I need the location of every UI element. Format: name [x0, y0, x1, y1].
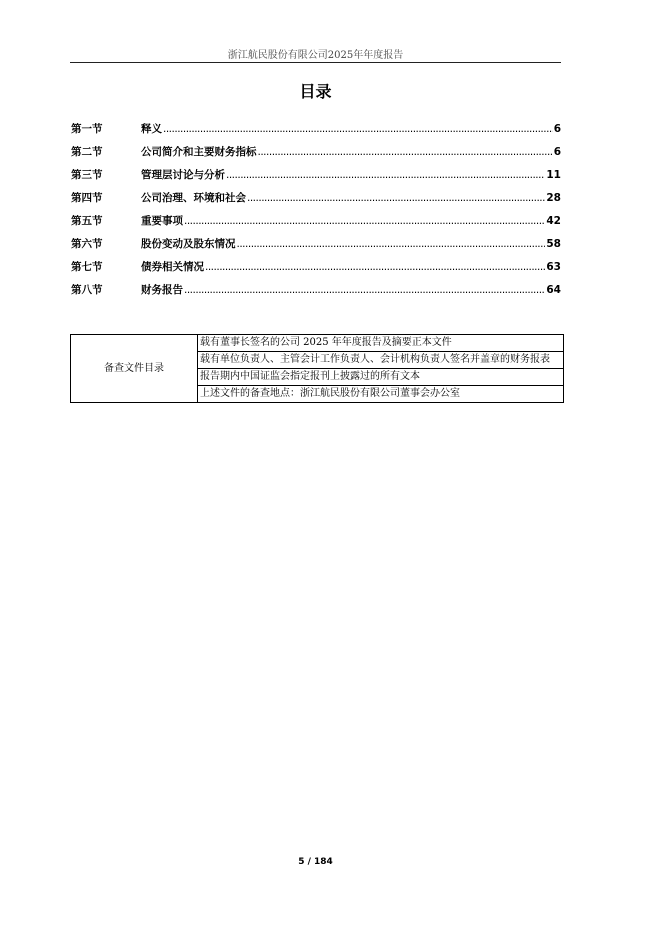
toc-row[interactable] [71, 236, 561, 259]
toc-entry [141, 236, 561, 251]
toc-section-title[interactable]: 重要事项 [141, 215, 183, 227]
page-number: 5 / 184 [298, 857, 333, 867]
toc-section-title[interactable]: 管理层讨论与分析 [141, 169, 225, 181]
toc-leader-dots [226, 169, 545, 181]
toc-section-title[interactable]: 财务报告 [141, 284, 183, 296]
toc-row[interactable] [71, 167, 561, 190]
toc-leader-dots [205, 261, 545, 273]
toc-leader-dots [184, 284, 545, 296]
table-row [71, 335, 564, 352]
toc-page-number[interactable]: 63 [546, 261, 561, 273]
toc-section-number: 第六节 [71, 238, 103, 250]
toc-page-number[interactable]: 64 [546, 284, 561, 296]
toc-section-title[interactable]: 股份变动及股东情况 [141, 238, 236, 250]
toc-section-title[interactable]: 释义 [141, 123, 162, 135]
toc-page-number[interactable]: 58 [546, 238, 561, 250]
toc-row[interactable] [71, 282, 561, 305]
toc-page-number[interactable]: 11 [546, 169, 561, 181]
toc-row[interactable] [71, 121, 561, 144]
toc-section-number: 第二节 [71, 146, 103, 158]
toc-section-title[interactable]: 债券相关情况 [141, 261, 204, 273]
toc-section-number: 第一节 [71, 123, 103, 135]
toc-entry [141, 213, 561, 228]
toc-leader-dots [237, 238, 546, 250]
toc-leader-dots [258, 146, 553, 158]
toc-page-number[interactable]: 6 [553, 123, 561, 135]
toc-row[interactable] [71, 144, 561, 167]
toc-row[interactable] [71, 213, 561, 236]
toc-section-number: 第七节 [71, 261, 103, 273]
toc-title: 目录 [299, 82, 332, 101]
header-divider [70, 62, 561, 63]
table-of-contents [71, 121, 561, 305]
report-header: 浙江航民股份有限公司2025年年度报告 [227, 50, 404, 61]
toc-section-number: 第五节 [71, 215, 103, 227]
reference-document-item: 载有单位负责人、主管会计工作负责人、会计机构负责人签名并盖章的财务报表 [198, 352, 564, 369]
toc-section-number: 第八节 [71, 284, 103, 296]
toc-entry [141, 121, 561, 136]
reference-documents-table [70, 334, 564, 403]
reference-document-item: 上述文件的备查地点：浙江航民股份有限公司董事会办公室 [198, 386, 564, 403]
reference-document-item: 载有董事长签名的公司 2025 年年度报告及摘要正本文件 [198, 335, 564, 352]
toc-leader-dots [247, 192, 545, 204]
reference-document-item: 报告期内中国证监会指定报刊上披露过的所有文本 [198, 369, 564, 386]
toc-page-number[interactable]: 28 [546, 192, 561, 204]
toc-row[interactable] [71, 259, 561, 282]
reference-documents-label: 备查文件目录 [71, 335, 198, 403]
toc-entry [141, 282, 561, 297]
toc-row[interactable] [71, 190, 561, 213]
toc-section-title[interactable]: 公司治理、环境和社会 [141, 192, 246, 204]
toc-leader-dots [184, 215, 545, 227]
toc-section-title[interactable]: 公司简介和主要财务指标 [141, 146, 257, 158]
toc-leader-dots [163, 123, 553, 135]
toc-section-number: 第三节 [71, 169, 103, 181]
toc-entry [141, 259, 561, 274]
toc-page-number[interactable]: 42 [546, 215, 561, 227]
toc-entry [141, 144, 561, 159]
toc-page-number[interactable]: 6 [553, 146, 561, 158]
toc-section-number: 第四节 [71, 192, 103, 204]
toc-entry [141, 167, 561, 182]
toc-entry [141, 190, 561, 205]
